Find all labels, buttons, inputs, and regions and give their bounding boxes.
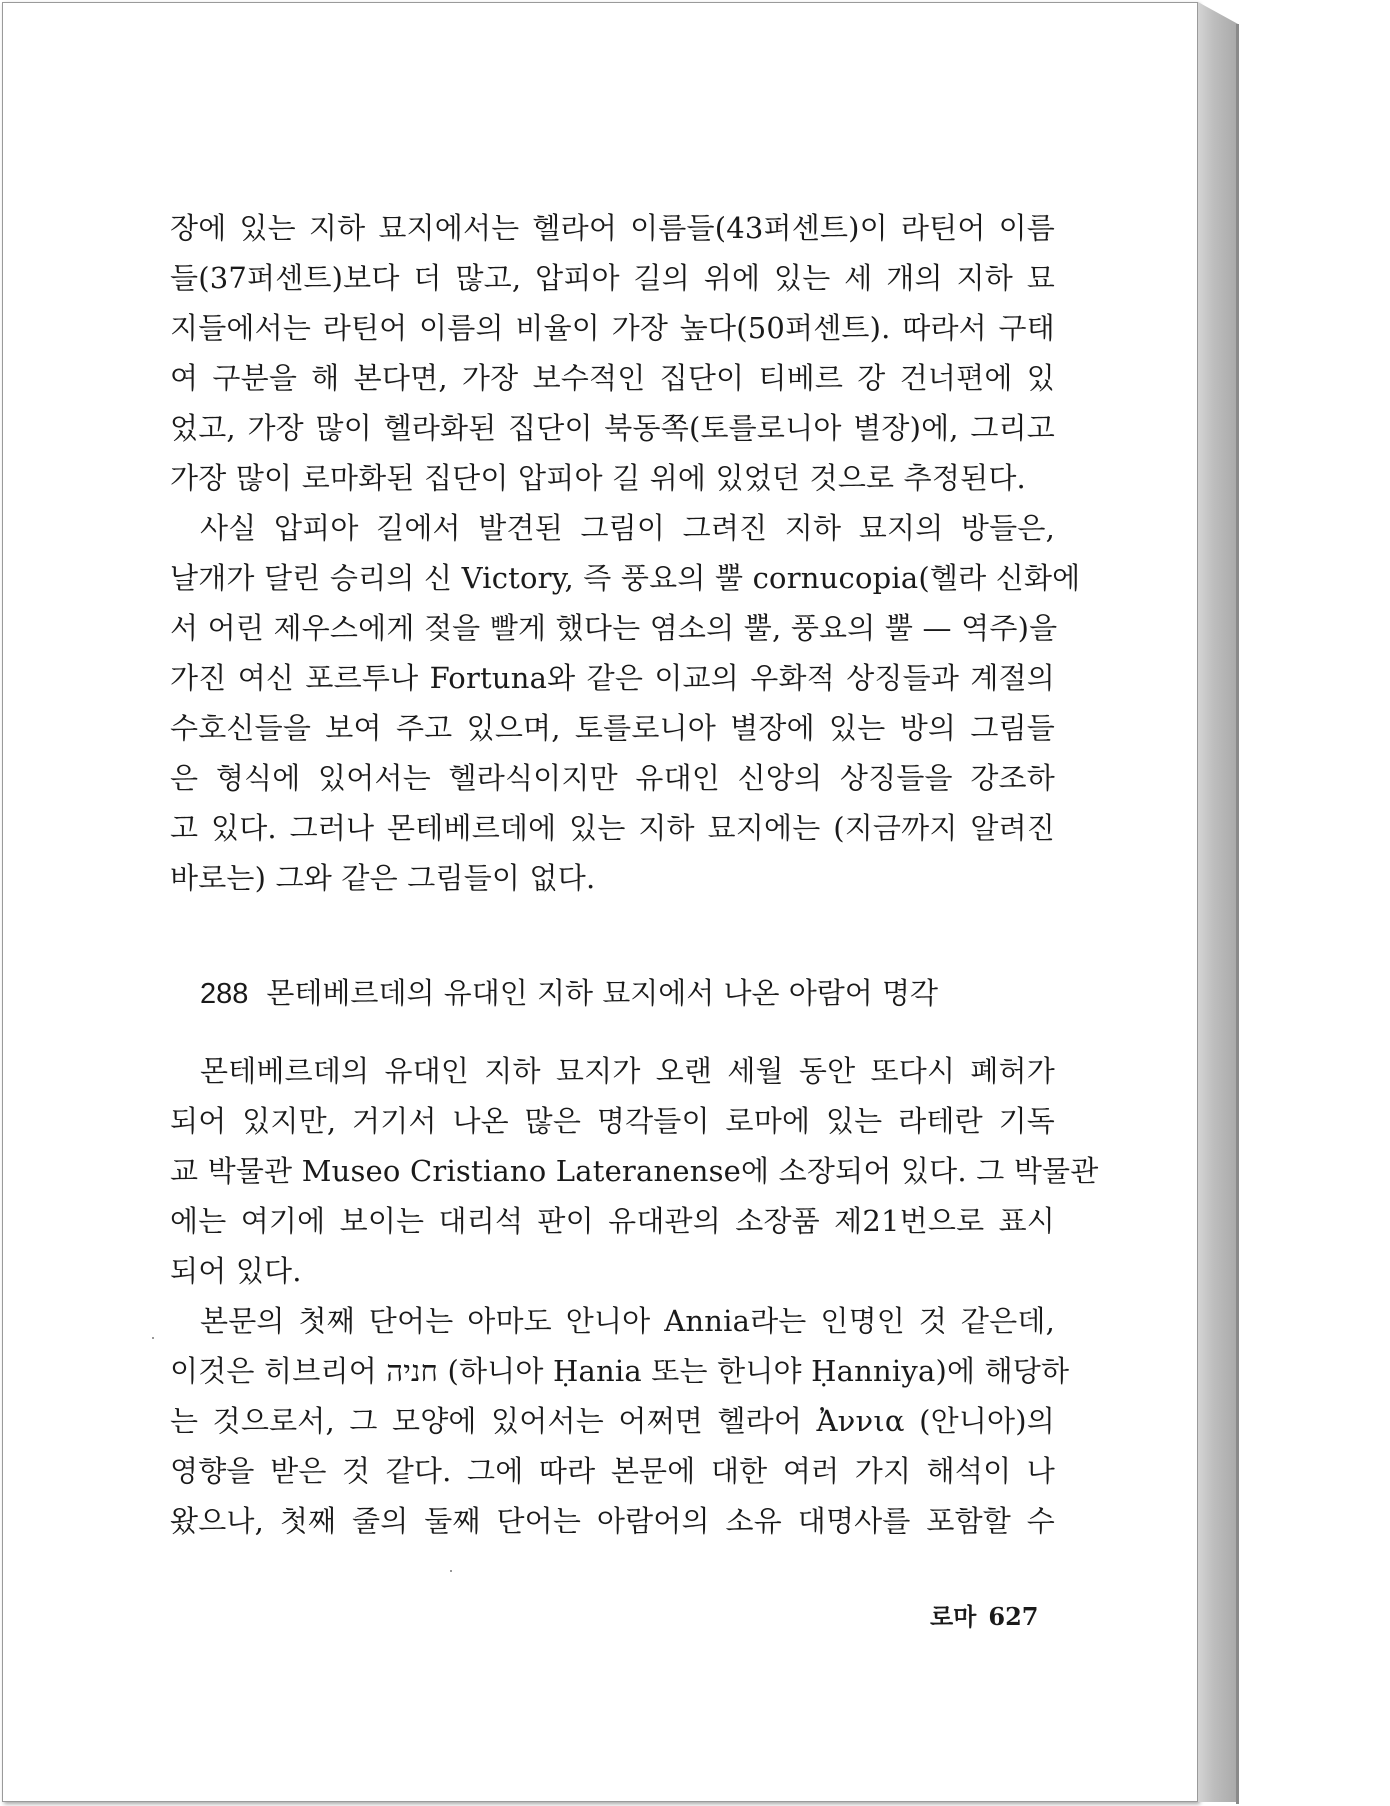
page-edge-shadow — [1236, 24, 1239, 1804]
paragraph-line: 서 어린 제우스에게 젖을 빨게 했다는 염소의 뿔, 풍요의 뿔 — 역주)을 — [170, 611, 1058, 645]
paragraph-line: 이것은 히브리어 חניה (하니아 Ḥania 또는 한니야 Ḥanniya)에 해당하 — [170, 1354, 1070, 1388]
page-edge — [1198, 2, 1238, 1802]
paragraph-line: 날개가 달린 승리의 신 Victory, 즉 풍요의 뿔 cornucopia(헬라 신화에 — [170, 561, 1081, 595]
paragraph-line: 몬테베르데의 유대인 지하 묘지가 오랜 세월 동안 또다시 폐허가 — [200, 1054, 1055, 1088]
paragraph-line: 가진 여신 포르투나 Fortuna와 같은 이교의 우화적 상징들과 계절의 — [170, 661, 1055, 695]
paragraph-line: 되어 있지만, 거기서 나온 많은 명각들이 로마에 있는 라테란 기독 — [170, 1104, 1055, 1138]
paragraph-line: 본문의 첫째 단어는 아마도 안니아 Annia라는 인명인 것 같은데, — [200, 1304, 1055, 1338]
paragraph-line: 에는 여기에 보이는 대리석 판이 유대관의 소장품 제21번으로 표시 — [170, 1204, 1055, 1238]
paragraph-line: 여 구분을 해 본다면, 가장 보수적인 집단이 티베르 강 건너편에 있 — [170, 361, 1055, 395]
paragraph-line: 는 것으로서, 그 모양에 있어서는 어쩌면 헬라어 Ἀννια (안니아)의 — [170, 1404, 1055, 1438]
paragraph-line: 들(37퍼센트)보다 더 많고, 압피아 길의 위에 있는 세 개의 지하 묘 — [170, 261, 1055, 295]
paragraph-line: 장에 있는 지하 묘지에서는 헬라어 이름들(43퍼센트)이 라틴어 이름 — [170, 211, 1055, 245]
paragraph-line: 바로는) 그와 같은 그림들이 없다. — [170, 861, 596, 895]
paragraph-line: 사실 압피아 길에서 발견된 그림이 그려진 지하 묘지의 방들은, — [200, 511, 1055, 545]
section-number: 288 — [200, 978, 249, 1010]
paragraph-line: 왔으나, 첫째 줄의 둘째 단어는 아람어의 소유 대명사를 포함할 수 — [170, 1504, 1055, 1538]
scan-speck — [152, 1337, 154, 1339]
paragraph-line: 고 있다. 그러나 몬테베르데에 있는 지하 묘지에는 (지금까지 알려진 — [170, 811, 1055, 845]
section-title: 몬테베르데의 유대인 지하 묘지에서 나온 아람어 명각 — [266, 976, 939, 1010]
paragraph-line: 었고, 가장 많이 헬라화된 집단이 북동쪽(토를로니아 별장)에, 그리고 — [170, 411, 1055, 445]
paragraph-line: 수호신들을 보여 주고 있으며, 토를로니아 별장에 있는 방의 그림들 — [170, 711, 1055, 745]
paragraph-line: 되어 있다. — [170, 1254, 302, 1288]
page-footer — [930, 1602, 1038, 1632]
paragraph-line: 교 박물관 Museo Cristiano Lateranense에 소장되어 있다. 그 박물관 — [170, 1154, 1099, 1188]
page-number: 627 — [988, 1602, 1039, 1631]
running-head: 로마 — [930, 1602, 977, 1631]
paragraph-line: 지들에서는 라틴어 이름의 비율이 가장 높다(50퍼센트). 따라서 구태 — [170, 311, 1055, 345]
scan-speck — [450, 1570, 452, 1572]
paragraph-line: 은 형식에 있어서는 헬라식이지만 유대인 신앙의 상징들을 강조하 — [170, 761, 1055, 795]
paragraph-line: 영향을 받은 것 같다. 그에 따라 본문에 대한 여러 가지 해석이 나 — [170, 1454, 1055, 1488]
paragraph-line: 가장 많이 로마화된 집단이 압피아 길 위에 있었던 것으로 추정된다. — [170, 461, 1026, 495]
section-heading — [200, 975, 938, 1012]
